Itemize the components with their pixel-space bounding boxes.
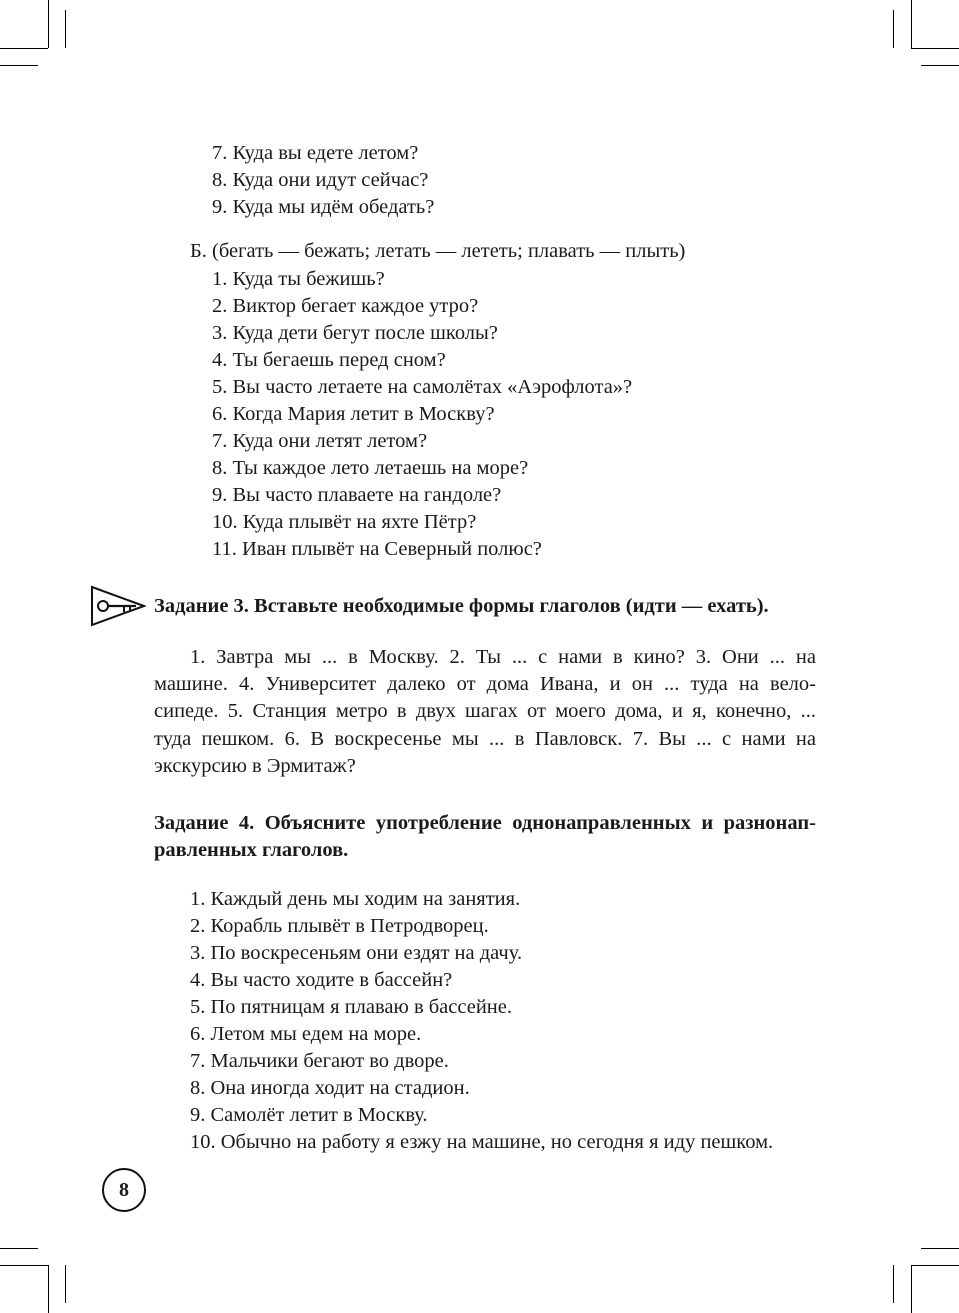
list-item: 4. Вы часто ходите в бассейн? [190,969,453,991]
list-item: 9. Вы часто плаваете на гандоле? [212,484,502,506]
crop-mark [48,1265,49,1313]
paragraph-line: машине. 4. Университет далеко от дома Ивана, и он ... туда на вело- [154,673,816,696]
list-item: 7. Куда они летят летом? [212,430,428,452]
heading-line: равленных глаголов. [154,839,349,862]
list-item: 8. Она иногда ходит на стадион. [190,1077,470,1099]
list-item: 2. Виктор бегает каждое утро? [212,295,479,317]
list-item: 7. Мальчики бегают во дворе. [190,1050,449,1072]
list-item: 5. Вы часто летаете на самолётах «Аэрофлота»? [212,376,633,398]
crop-mark [0,1265,48,1266]
list-item: 8. Куда они идут сейчас? [212,169,429,191]
task3-heading: Задание 3. Вставьте необходимые формы глаголов (идти — ехать). [154,595,769,617]
task3-paragraph [154,644,816,780]
crop-mark [911,0,912,48]
paragraph-line: сипеде. 5. Станция метро в двух шагах от моего дома, и я, конечно, ... [154,700,816,723]
crop-mark [911,48,959,49]
list-item: 3. Куда дети бегут после школы? [212,322,498,344]
list-item: 4. Ты бегаешь перед сном? [212,349,446,371]
crop-mark [893,10,894,48]
paragraph-line: туда пешком. 6. В воскресенье мы ... в Павловск. 7. Вы ... с нами на [154,727,816,750]
list-item: 3. По воскресеньям они ездят на дачу. [190,942,523,964]
list-item: 7. Куда вы едете летом? [212,142,419,164]
crop-mark [65,1265,66,1303]
list-item: 11. Иван плывёт на Северный полюс? [212,538,542,560]
crop-mark [0,1248,38,1249]
list-item: 10. Куда плывёт на яхте Пётр? [212,511,477,533]
list-item: 9. Куда мы идём обедать? [212,196,435,218]
list-item: 2. Корабль плывёт в Петродворец. [190,915,489,937]
crop-mark [65,10,66,48]
page-number: 8 [102,1168,146,1212]
crop-mark [893,1265,894,1303]
crop-mark [911,1265,912,1313]
heading-line: Задание 4. Объясните употребление однонаправленных и разнонап- [154,812,816,834]
list-item: 1. Каждый день мы ходим на занятия. [190,888,521,910]
list-item: 8. Ты каждое лето летаешь на море? [212,457,529,479]
paragraph-line: 1. Завтра мы ... в Москву. 2. Ты ... с нами в кино? 3. Они ... на [190,646,816,668]
crop-mark [48,0,49,48]
paragraph-line: экскурсию в Эрмитаж? [154,754,356,777]
crop-mark [0,48,48,49]
crop-mark [0,65,38,66]
list-item: 6. Когда Мария летит в Москву? [212,403,495,425]
key-icon [90,585,146,627]
list-item: 1. Куда ты бежишь? [212,268,385,290]
crop-mark [911,1265,959,1266]
crop-mark [921,65,959,66]
list-item: 6. Летом мы едем на море. [190,1023,422,1045]
section-title: Б. (бегать — бежать; летать — лететь; плавать — плыть) [190,240,686,262]
list-item: 10. Обычно на работу я езжу на машине, но сегодня я иду пешком. [190,1131,774,1153]
task4-heading [154,810,816,864]
list-item: 9. Самолёт летит в Москву. [190,1104,428,1126]
list-item: 5. По пятницам я плаваю в бассейне. [190,996,512,1018]
crop-mark [921,1248,959,1249]
